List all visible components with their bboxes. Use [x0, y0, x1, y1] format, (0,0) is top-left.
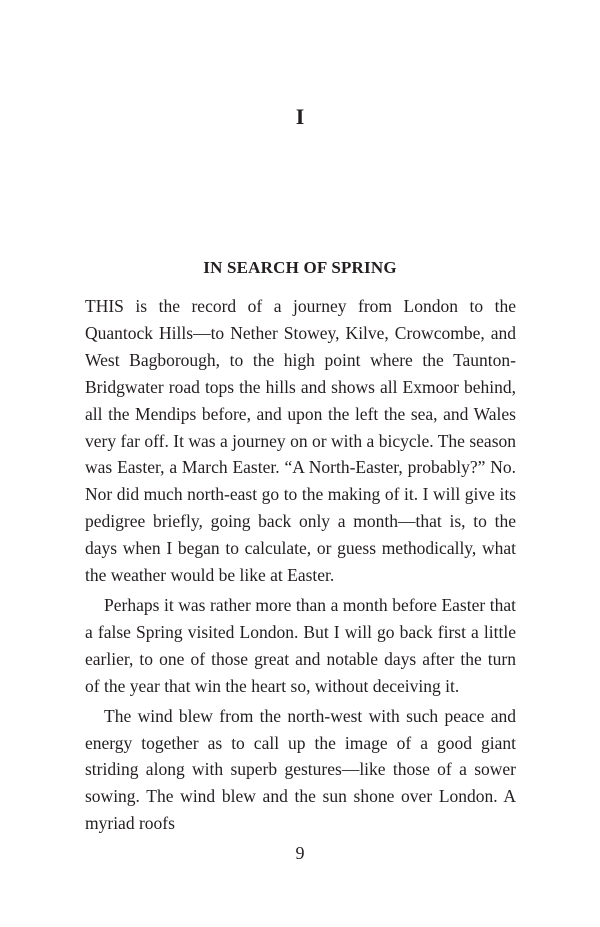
paragraph: THIS is the record of a journey from London to the Quantock Hills—to Nether Stowey, Kilve, Crowcombe, and West Bagborough, to the high point where the Taunton-Bridgwater road tops the hills and shows all Exmoor behind, all the Mendips before, and upon the left the sea, and Wales very far off. It was a journey on or with a bicycle. The season was Easter, a March Easter. “A North-Easter, probably?” No. Nor did much north-east go to the making of it. I will give its pedigree briefly, going back only a month—that is, to the days when I began to calculate, or guess methodically, what the weather would be like at Easter.	[85, 296, 516, 586]
paragraph: The wind blew from the north-west with such peace and energy together as to call up the image of a good giant striding along with superb gestures—like those of a sower sowing. The wind blew and the sun shone over London. A myriad roofs	[85, 705, 516, 834]
paragraph: Perhaps it was rather more than a month before Easter that a false Spring visited London. But I will go back first a little earlier, to one of those great and notable days after the turn of the year that win the heart so, without deceiving it.	[85, 594, 516, 696]
body-text	[85, 293, 516, 837]
chapter-title: IN SEARCH OF SPRING	[203, 258, 397, 277]
chapter-number: I	[295, 104, 305, 129]
page-number: 9	[295, 843, 305, 863]
